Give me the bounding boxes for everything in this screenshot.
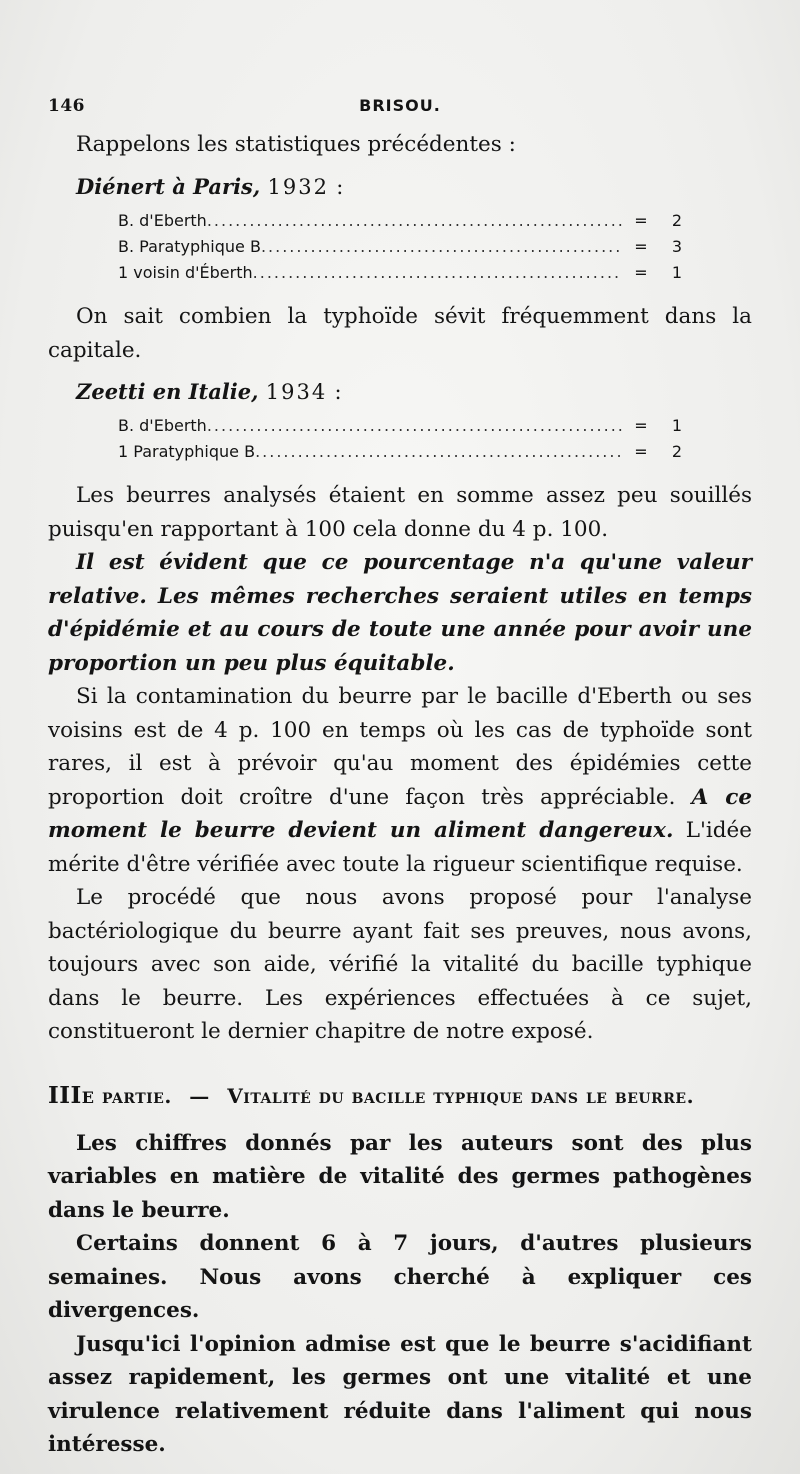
section-part: partie. — [101, 1083, 172, 1108]
stat-value: 1 — [671, 416, 682, 435]
zeetti-year: 1934 — [265, 380, 328, 404]
stat-label: B. Paratyphique B — [118, 237, 261, 256]
section-number: IIIe — [48, 1081, 95, 1109]
stat-label: B. d'Eberth — [118, 211, 207, 230]
dienert-stats — [118, 208, 682, 286]
leader-dots — [207, 208, 622, 234]
leader-dots — [253, 260, 622, 286]
stat-equals: = — [634, 211, 648, 230]
running-title: BRISOU. — [359, 96, 441, 115]
section-dash: — — [189, 1083, 210, 1108]
paragraph-chiffres: Les chiffres donnés par les auteurs sont des plus variables en matière de vitalité des germes pathogènes dans le beurre. — [48, 1130, 752, 1223]
contamination-text-b: A ce moment le beurre devient un aliment dangereux. — [48, 784, 753, 843]
paragraph-certains: Certains donnent 6 à 7 jours, d'autres plusieurs semaines. Nous avons cherché à expliquer ces divergences. — [48, 1231, 752, 1323]
paragraph-evident: Il est évident que ce pourcentage n'a qu'une valeur relative. Les mêmes recherches seraient utiles en temps d'épidémie et au cours de toute une année pour avoir une proportion un peu plus équitable. — [48, 550, 752, 676]
zeetti-stats — [118, 413, 682, 465]
stat-equals: = — [634, 442, 648, 461]
stat-equals: = — [634, 416, 648, 435]
paragraph-capitale: On sait combien la typhoïde sévit fréquemment dans la capitale. — [48, 304, 752, 363]
dienert-colon: : — [336, 175, 346, 199]
page-number: 146 — [48, 96, 85, 116]
paragraph-procede: Le procédé que nous avons proposé pour l'analyse bactériologique du beurre ayant fait ses preuves, nous avons, toujours avec son aide, vérifié la vitalité du bacille typhique dans le beurre. Les expériences effectuées à ce sujet, constitueront le dernier chapitre de notre exposé. — [48, 885, 752, 1044]
stat-equals: = — [634, 237, 648, 256]
stat-value: 3 — [671, 237, 682, 256]
dienert-heading-text: Diénert à Paris, — [76, 174, 261, 199]
stat-equals: = — [634, 263, 648, 282]
zeetti-heading — [76, 375, 752, 409]
dienert-year: 1932 — [267, 175, 329, 199]
leader-dots — [207, 413, 622, 439]
section-title: Vitalité du bacille typhique dans le beurre. — [227, 1083, 695, 1108]
stat-value: 2 — [671, 442, 682, 461]
paragraph-contamination — [48, 680, 752, 881]
zeetti-colon: : — [334, 380, 344, 404]
stat-row — [118, 413, 682, 439]
contamination-text-a: Si la contamination du beurre par le bacille d'Eberth ou ses voisins est de 4 p. 100 en temps où les cas de typhoïde sont rares, il est à prévoir qu'au moment des épidémies cette proportion doit croître d'une façon très appréciable. — [48, 684, 752, 810]
stat-row — [118, 234, 682, 260]
stat-label: B. d'Eberth — [118, 416, 207, 435]
stat-row — [118, 208, 682, 234]
zeetti-heading-text: Zeetti en Italie, — [76, 379, 259, 404]
paragraph-beurres: Les beurres analysés étaient en somme assez peu souillés puisqu'en rapportant à 100 cela donne du 4 p. 100. — [48, 483, 752, 542]
paragraph-jusquici: Jusqu'ici l'opinion admise est que le beurre s'acidifiant assez rapidement, les germes ont une vitalité et une virulence relativement réduite dans l'aliment qui nous intéresse. — [48, 1331, 752, 1457]
running-header — [48, 88, 752, 124]
contamination-text-c: L'idée mérite d'être vérifiée avec toute la rigueur scientifique requise. — [48, 818, 752, 877]
section-heading — [48, 1079, 752, 1113]
leader-dots — [255, 439, 622, 465]
leader-dots — [261, 234, 622, 260]
stat-row — [118, 439, 682, 465]
intro-line: Rappelons les statistiques précédentes : — [76, 132, 516, 157]
stat-value: 2 — [671, 211, 682, 230]
stat-label: 1 Paratyphique B — [118, 442, 256, 461]
dienert-heading — [76, 170, 752, 204]
stat-value: 1 — [671, 263, 682, 282]
stat-label: 1 voisin d'Éberth — [118, 263, 253, 282]
stat-row — [118, 260, 682, 286]
